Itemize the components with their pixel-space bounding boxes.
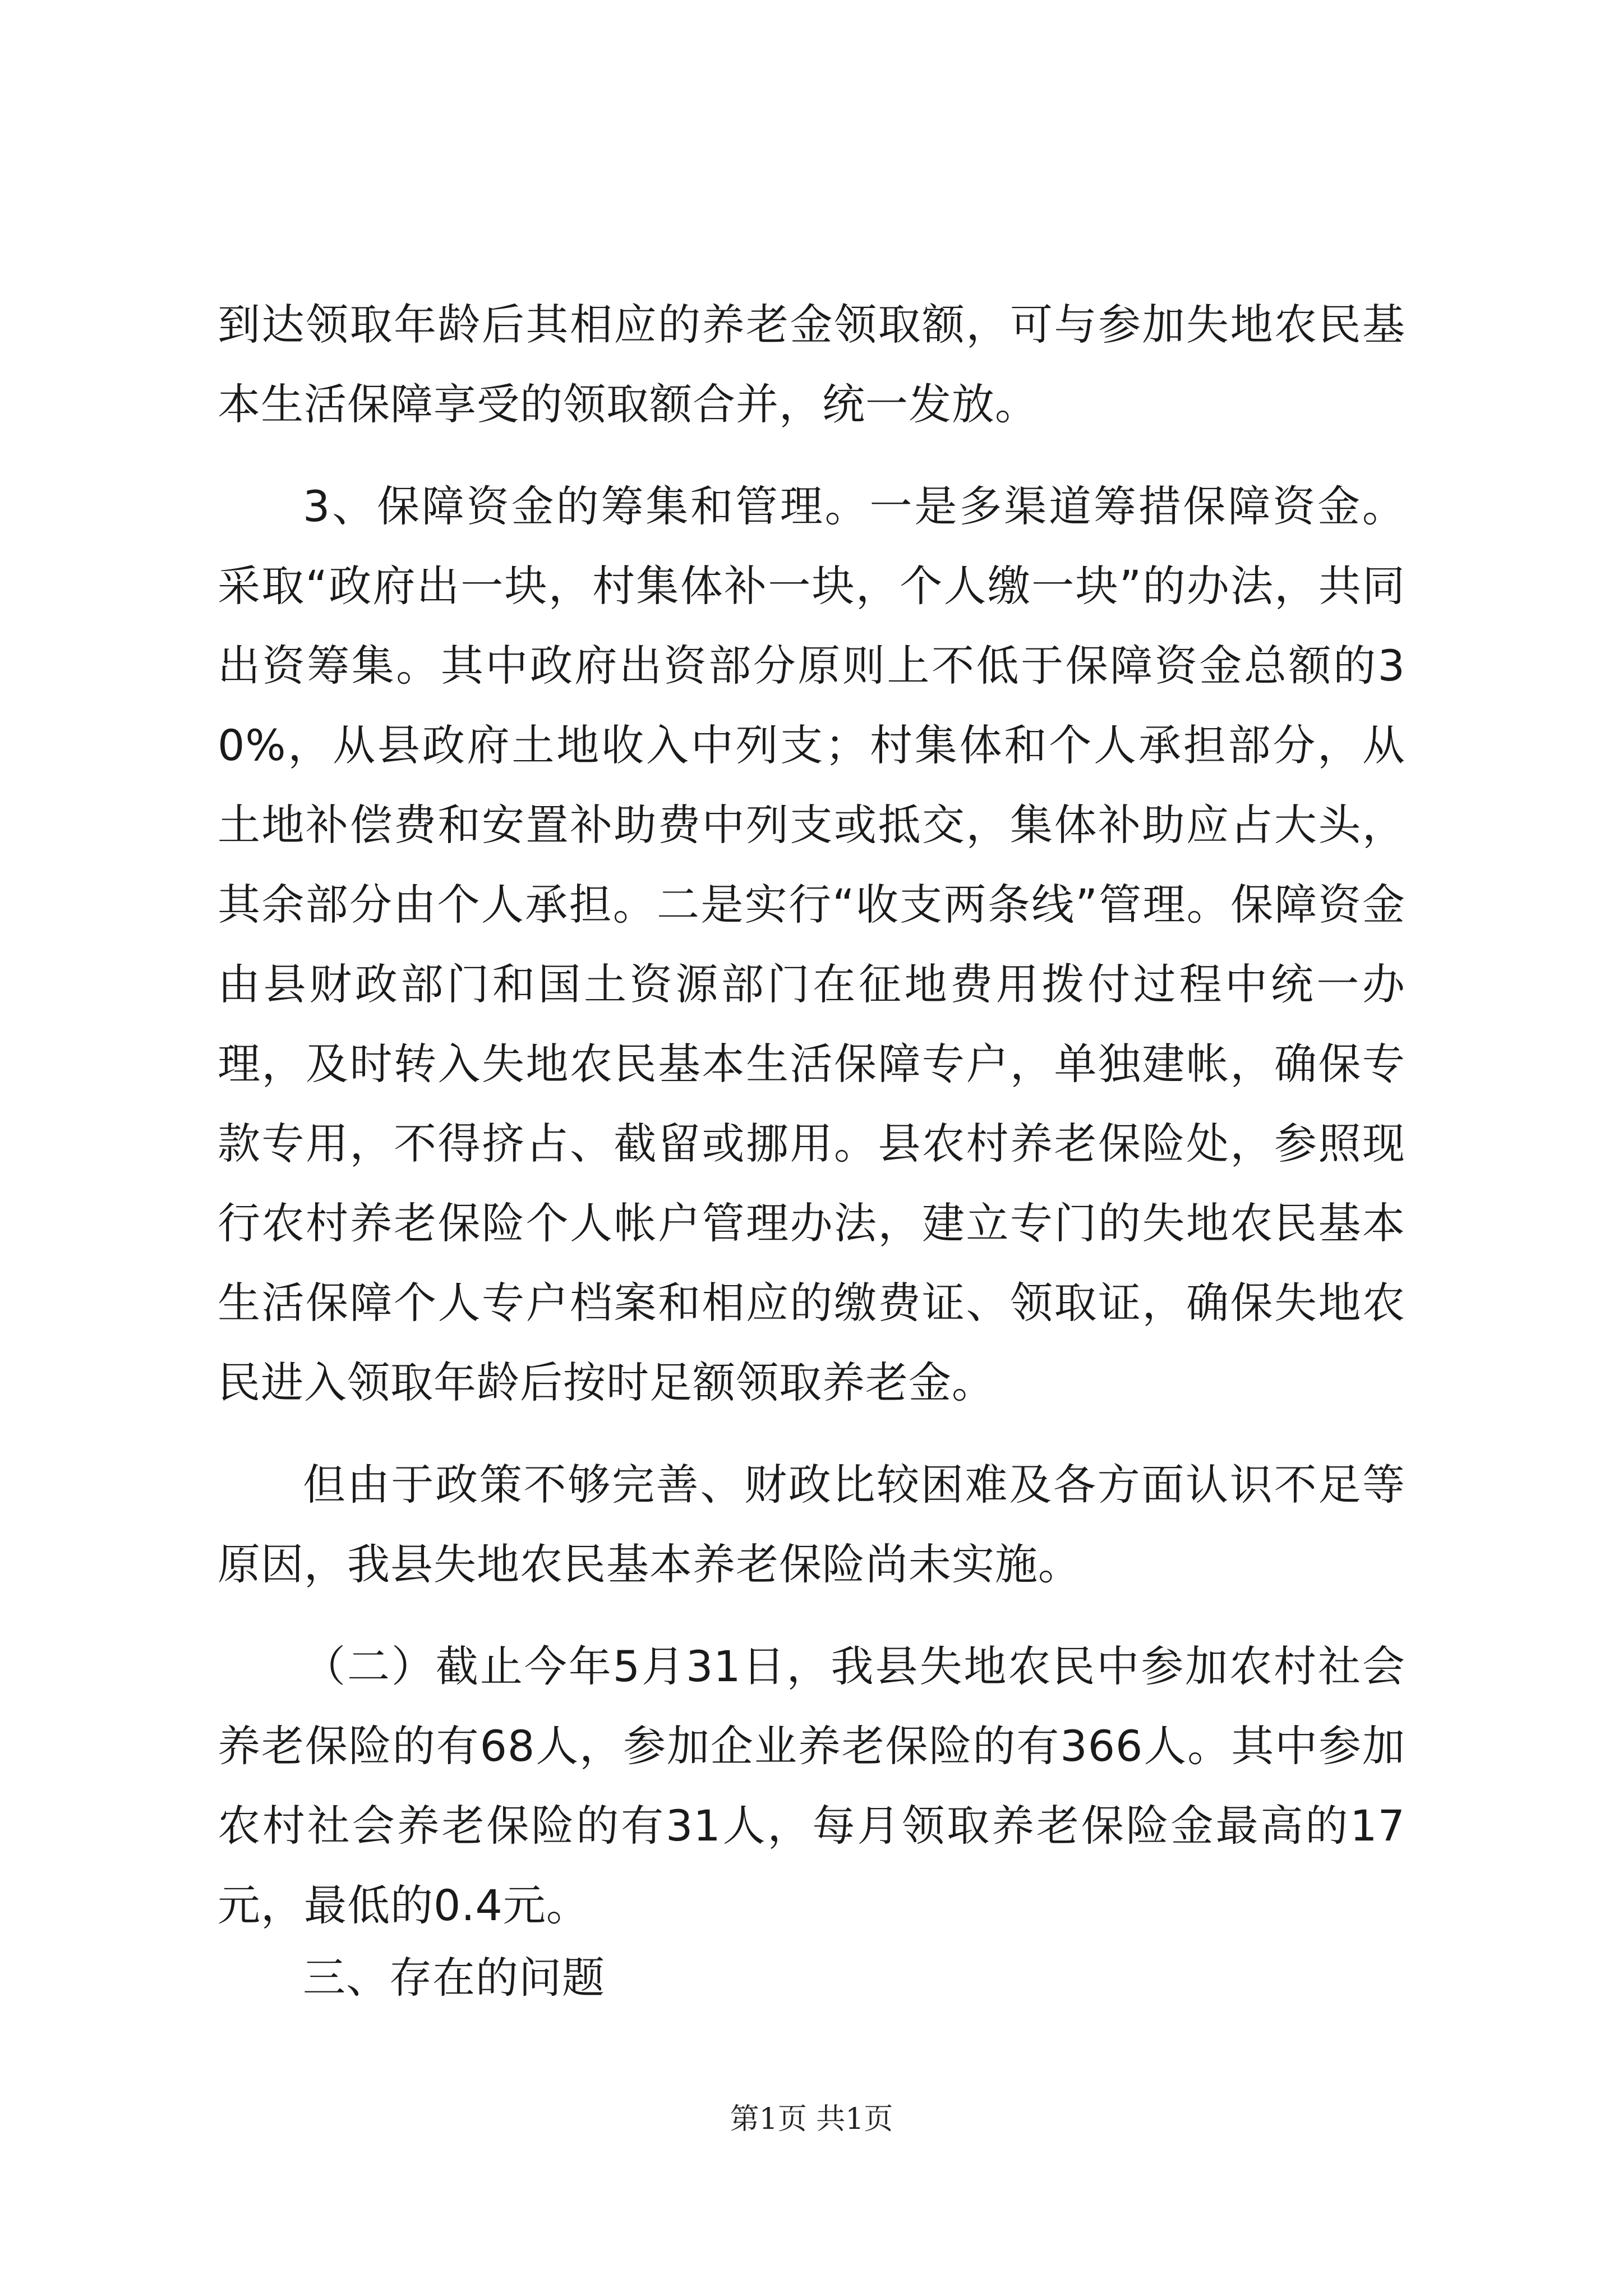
document-body [218,285,1405,1945]
paragraph-statistics: （二）截止今年5月31日，我县失地农民中参加农村社会养老保险的有68人，参加企业养老保险的有366人。其中参加农村社会养老保险的有31人，每月领取养老保险金最高的17元，最低的0.4元。 [218,1641,1405,1930]
paragraph-not-implemented: 但由于政策不够完善、财政比较困难及各方面认识不足等原因，我县失地农民基本养老保险尚未实施。 [218,1460,1405,1589]
page-footer: 第1页 共1页 [730,2102,893,2136]
paragraph-fund-raising: 3、保障资金的筹集和管理。一是多渠道筹措保障资金。采取“政府出一块，村集体补一块，个人缴一块”的办法，共同出资筹集。其中政府出资部分原则上不低于保障资金总额的30%，从县政府土地收入中列支；村集体和个人承担部分，从土地补偿费和安置补助费中列支或抵交，集体补助应占大头，其余部分由个人承担。二是实行“收支两条线”管理。保障资金由县财政部门和国土资源部门在征地费用拨付过程中统一办理，及时转入失地农民基本生活保障专户，单独建帐，确保专款专用，不得挤占、截留或挪用。县农村养老保险处，参照现行农村养老保险个人帐户管理办法，建立专门的失地农民基本生活保障个人专户档案和相应的缴费证、领取证，确保失地农民进入领取年龄后按时足额领取养老金。 [218,481,1405,1407]
section-heading: 三、存在的问题 [303,1953,605,2003]
paragraph-continuation: 到达领取年龄后其相应的养老金领取额，可与参加失地农民基本生活保障享受的领取额合并，统一发放。 [218,300,1405,429]
